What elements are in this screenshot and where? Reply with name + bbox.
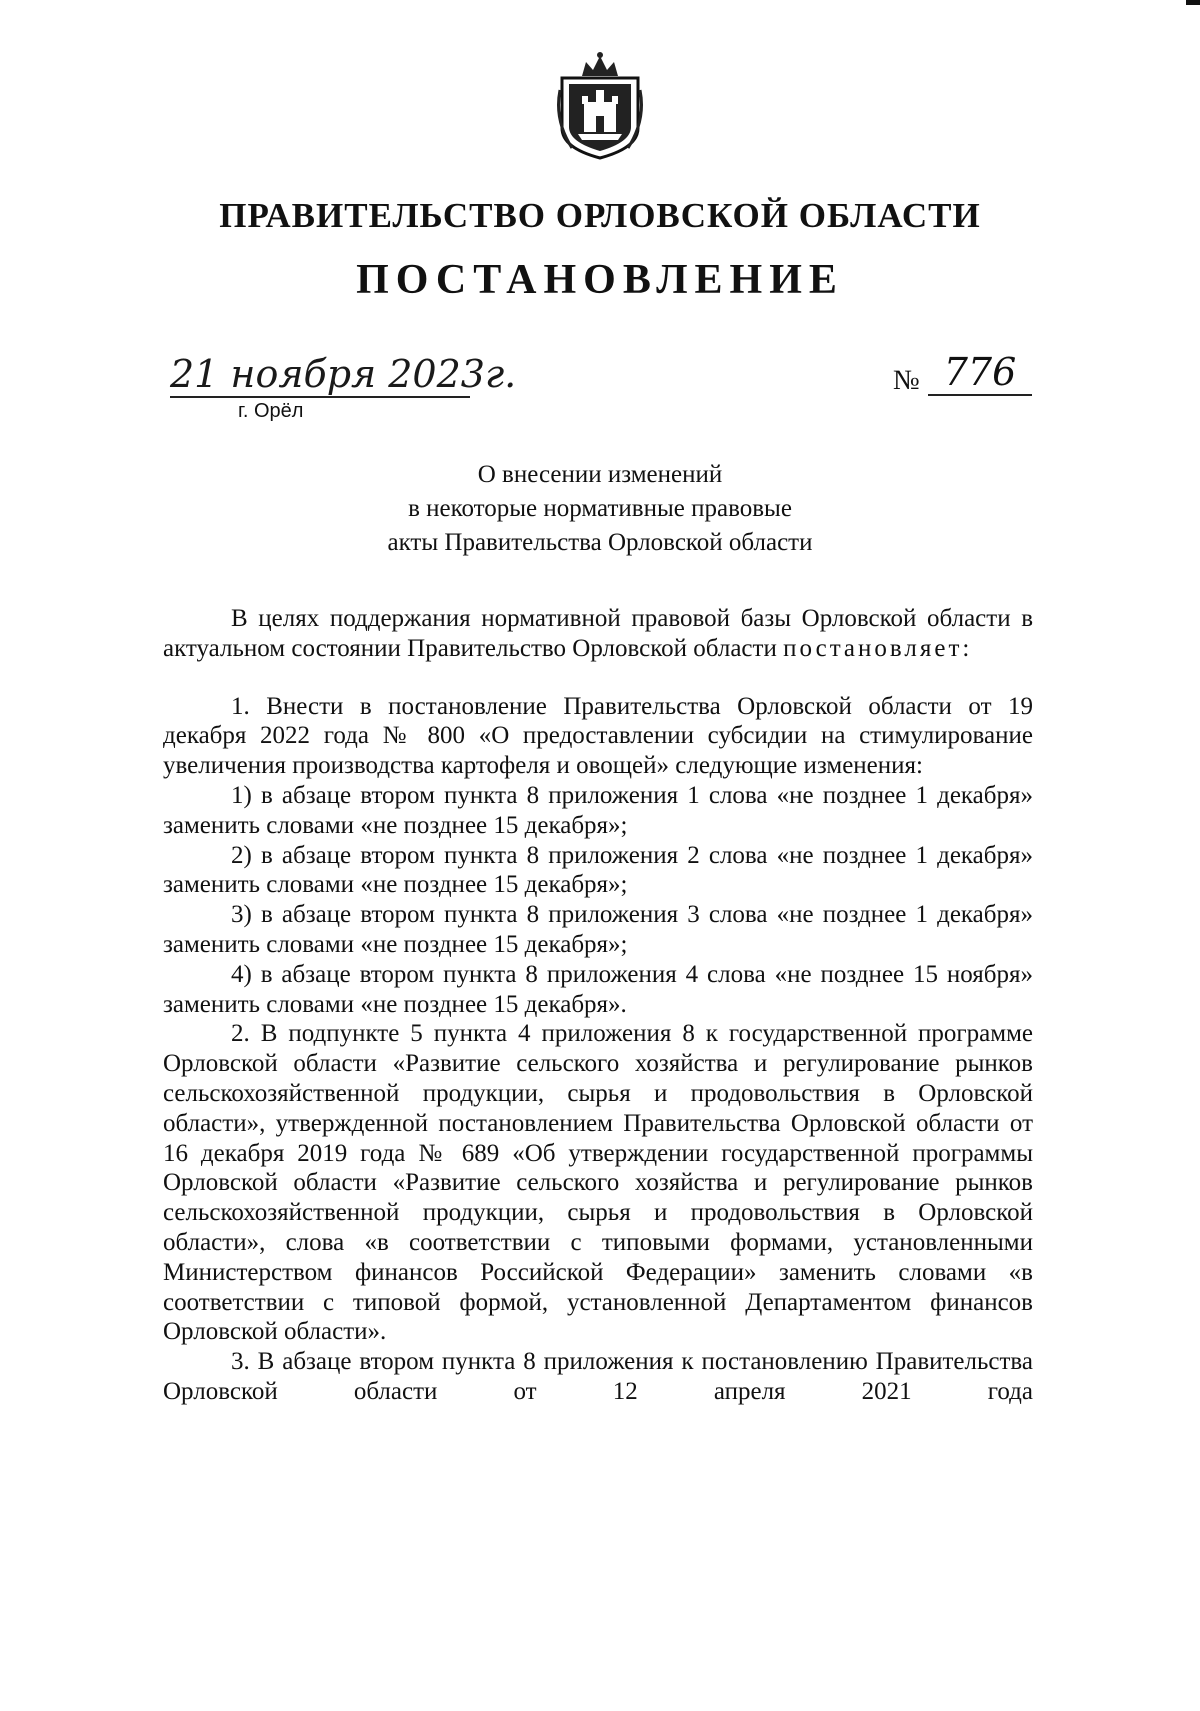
subject-line: в некоторые нормативные правовые xyxy=(408,495,792,522)
number-label: № xyxy=(893,365,920,396)
document-subject xyxy=(0,458,1200,560)
organization-title: ПРАВИТЕЛЬСТВО ОРЛОВСКОЙ ОБЛАСТИ xyxy=(219,196,981,235)
item-2-paragraph: 2. В подпункте 5 пункта 4 приложения 8 к государственной программе Орловской области «Развитие сельского хозяйства и регулирование рынков сельскохозяйственной продукции, сырья и продовольствия в Орловской области», утвержденной постановлением Правительства Орловской области от 16 декабря 2019 года № 689 «Об утверждении государственной программы Орловской области «Развитие сельского хозяйства и регулирование рынков сельскохозяйственной продукции, сырья и продовольствия в Орловской области», слова «в соответствии с типовыми формами, установленными Министерством финансов Российской Федерации» заменить словами «в соответствии с типовой формой, установленной Департаментом финансов Орловской области». xyxy=(163,1020,1033,1346)
coat-of-arms-icon xyxy=(552,50,648,160)
subitem-3: 3) в абзаце втором пункта 8 приложения 3 слова «не позднее 1 декабря» заменить словами «не позднее 15 декабря»; xyxy=(163,901,1033,958)
scan-corner-mark xyxy=(1186,0,1200,5)
item-3-paragraph: 3. В абзаце втором пункта 8 приложения к постановлению Правительства Орловской области от 12 апреля 2021 года xyxy=(163,1348,1033,1405)
subitem-2: 2) в абзаце втором пункта 8 приложения 2 слова «не позднее 1 декабря» заменить словами «не позднее 15 декабря»; xyxy=(163,841,1033,899)
resolves-word: постановляет: xyxy=(783,634,973,662)
subject-line: О внесении изменений xyxy=(477,461,723,488)
city-label: г. Орёл xyxy=(238,400,304,422)
document-type-title: ПОСТАНОВЛЕНИЕ xyxy=(356,257,844,303)
item-1-paragraph: 1. Внести в постановление Правительства Орловской области от 19 декабря 2022 года № 800 «О предоставлении субсидии на стимулирование увеличения производства картофеля и овощей» следующие изменения: xyxy=(163,692,1033,780)
preamble-text: В целях поддержания нормативной правовой базы Орловской области в актуальном состоянии Правительство Орловской области xyxy=(163,605,1033,662)
subitem-1: 1) в абзаце втором пункта 8 приложения 1 слова «не позднее 1 декабря» заменить словами «не позднее 15 декабря»; xyxy=(163,781,1033,839)
subject-line: акты Правительства Орловской области xyxy=(387,529,813,556)
handwritten-date: 21 ноября 2023г. xyxy=(170,352,517,396)
paragraph-gap xyxy=(163,664,1033,692)
handwritten-number: 776 xyxy=(928,350,1032,396)
document-body xyxy=(163,604,1033,1407)
subitem-4: 4) в абзаце втором пункта 8 приложения 4 слова «не позднее 15 ноября» заменить словами «не позднее 15 декабря». xyxy=(163,960,1033,1018)
preamble-paragraph xyxy=(163,604,1033,664)
